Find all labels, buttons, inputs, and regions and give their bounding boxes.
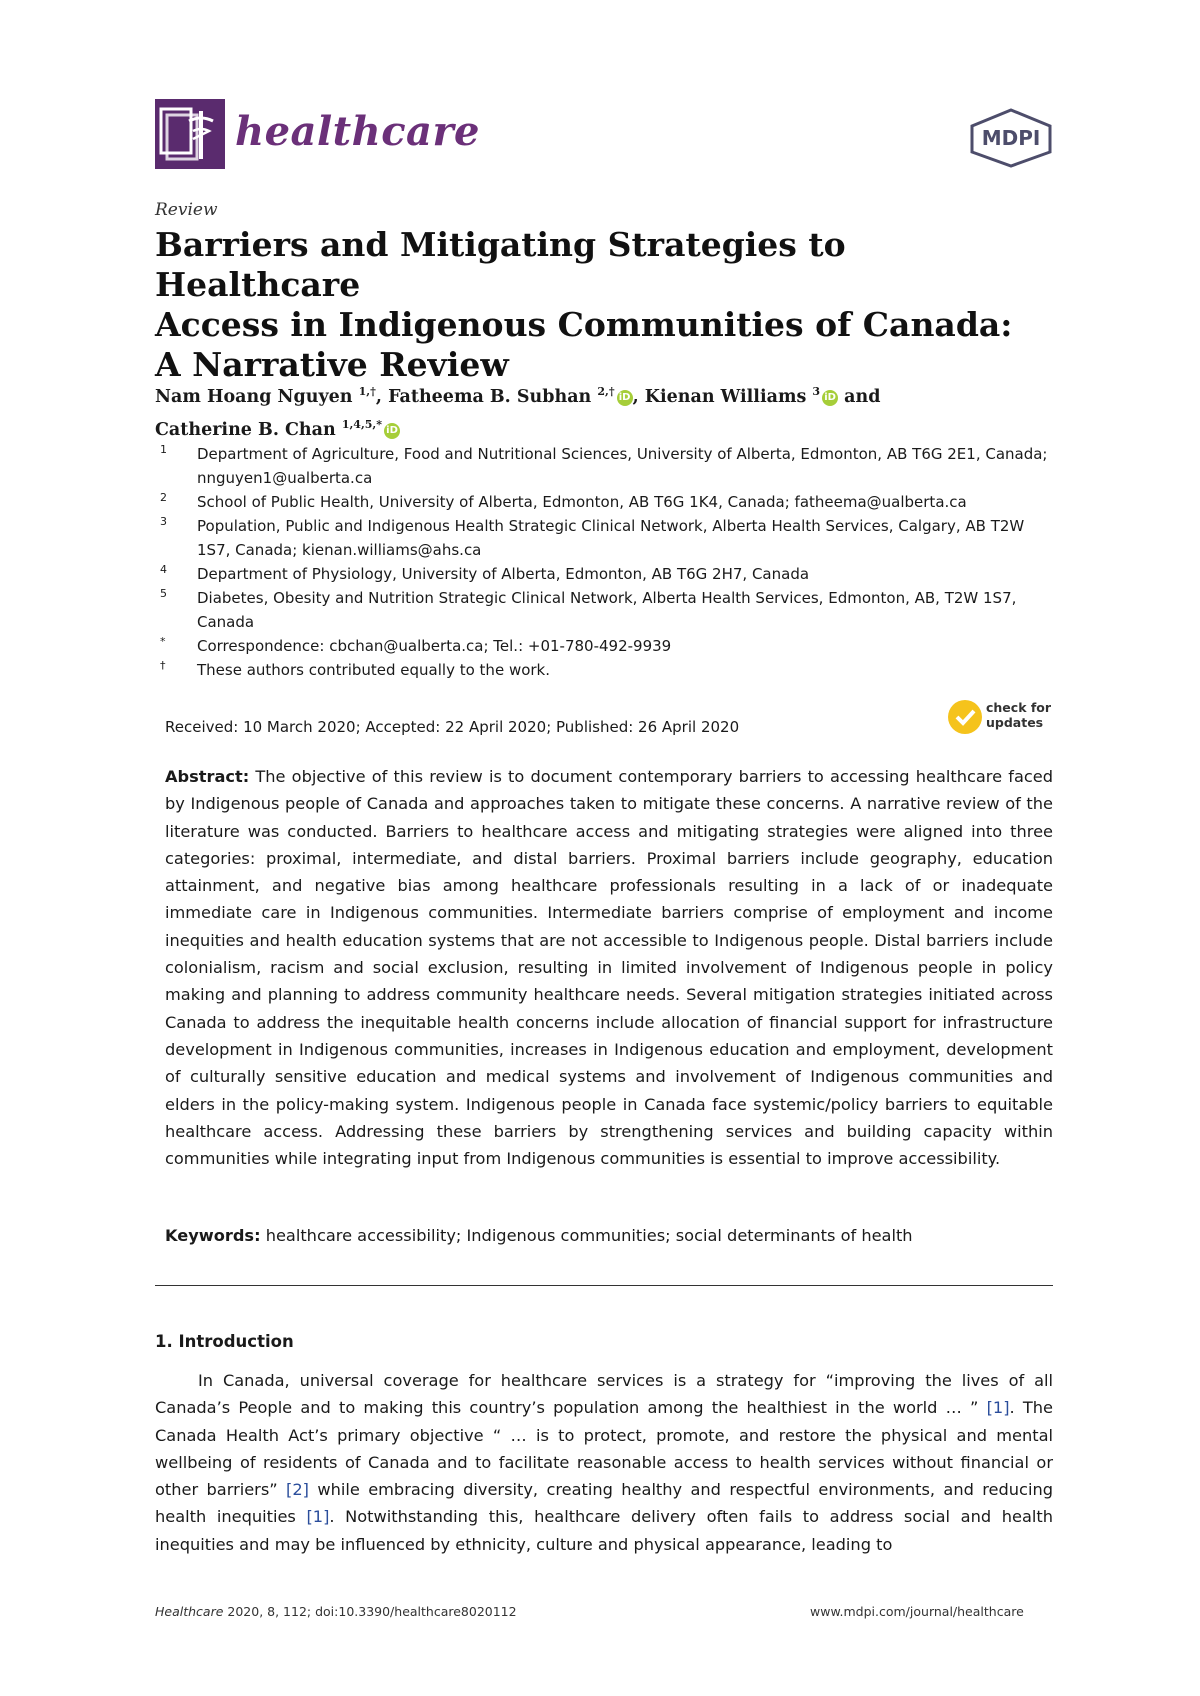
section-heading: 1. Introduction (155, 1332, 294, 1351)
affiliation-text: Diabetes, Obesity and Nutrition Strategic Clinical Network, Alberta Health Services, Edmonton, AB, T2W 1S7, Canada (197, 589, 1017, 631)
affiliation-mark: 5 (160, 587, 167, 600)
title-line-2: Access in Indigenous Communities of Canada: (155, 305, 1013, 344)
footer-url[interactable]: www.mdpi.com/journal/healthcare (810, 1604, 1024, 1619)
affiliation-text: Population, Public and Indigenous Health Strategic Clinical Network, Alberta Health Services, Calgary, AB T2W 1S7, Canada; kienan.williams@ahs.ca (197, 517, 1025, 559)
affiliation-mark: 4 (160, 563, 167, 576)
author-conjunction: and (844, 386, 881, 407)
orcid-icon[interactable]: iD (384, 423, 400, 439)
check-updates-icon (948, 700, 982, 734)
author-3-affil: 3 (812, 385, 821, 398)
affiliation-list (160, 442, 1060, 682)
affiliation-mark: 3 (160, 515, 167, 528)
affiliation-mark: † (160, 659, 166, 672)
affiliation-item (160, 442, 1060, 490)
author-2: Fatheema B. Subhan (388, 386, 592, 407)
author-4-affil: 1,4,5,* (341, 417, 383, 431)
affiliation-text: School of Public Health, University of Alberta, Edmonton, AB T6G 1K4, Canada; fatheema@ualberta.ca (197, 493, 967, 511)
orcid-icon[interactable]: iD (617, 390, 633, 406)
publication-dates: Received: 10 March 2020; Accepted: 22 April 2020; Published: 26 April 2020 (165, 718, 740, 736)
footer-journal: Healthcare (155, 1604, 224, 1619)
affiliation-item (160, 658, 1060, 682)
check-updates-label (986, 700, 1051, 730)
section-divider (155, 1285, 1053, 1286)
keywords-text: healthcare accessibility; Indigenous communities; social determinants of health (265, 1226, 913, 1245)
title-line-3: A Narrative Review (155, 345, 509, 384)
intro-paragraph (155, 1367, 1053, 1558)
article-type: Review (155, 200, 218, 220)
publisher-name: MDPI (981, 126, 1041, 150)
citation-link[interactable]: [1] (306, 1507, 330, 1527)
affiliation-item (160, 490, 1060, 514)
citation-link[interactable]: [1] (986, 1398, 1010, 1418)
orcid-icon[interactable]: iD (822, 390, 838, 406)
affiliation-text: Department of Agriculture, Food and Nutritional Sciences, University of Alberta, Edmonton, AB T6G 2E1, Canada; nnguyen1@ualberta.ca (197, 445, 1048, 487)
author-1-affil: 1,† (358, 385, 376, 398)
affiliation-item (160, 586, 1060, 634)
intro-text: . Notwithstanding this, healthcare delivery often fails to address social and health inequities and may be influenced by ethnicity, culture and physical appearance, leading to (155, 1507, 1053, 1554)
check-updates-line-1: check for (986, 700, 1052, 715)
affiliation-mark: 1 (160, 443, 167, 456)
check-updates-line-2: updates (986, 715, 1044, 730)
author-4: Catherine B. Chan (155, 419, 336, 440)
affiliation-mark: 2 (160, 491, 167, 504)
intro-text: . The Canada Health Act’s primary objective “ … is to protect, promote, and restore the physical and mental wellbeing of residents of Canada and to facilitate reasonable access to health services without financial or other barriers” (155, 1398, 1053, 1500)
author-3: Kienan Williams (644, 386, 807, 407)
intro-text: In Canada, universal coverage for healthcare services is a strategy for “improving the lives of all Canada’s People and to making this country’s population among the healthiest in the world … ” (155, 1371, 1053, 1418)
keywords-label: Keywords: (165, 1226, 261, 1245)
footer-citation-text: 2020, 8, 112; doi:10.3390/healthcare8020112 (223, 1604, 517, 1619)
journal-name: healthcare (235, 108, 480, 155)
article-title (155, 225, 1055, 385)
journal-logo (155, 99, 225, 169)
affiliation-item (160, 634, 1060, 658)
affiliation-mark: * (160, 635, 166, 648)
mdpi-logo (966, 108, 1056, 168)
citation-link[interactable]: [2] (286, 1480, 309, 1500)
affiliation-text: Correspondence: cbchan@ualberta.ca; Tel.: +01-780-492-9939 (197, 637, 672, 655)
affiliation-text: Department of Physiology, University of Alberta, Edmonton, AB T6G 2H7, Canada (197, 565, 810, 583)
abstract (165, 763, 1053, 1172)
footer-citation (155, 1604, 517, 1619)
author-2-affil: 2,† (597, 385, 615, 398)
abstract-label: Abstract: (165, 767, 250, 786)
affiliation-text: These authors contributed equally to the work. (197, 661, 551, 679)
intro-text: while embracing diversity, creating healthy and respectful environments, and reducing health inequities (155, 1480, 1053, 1527)
title-line-1: Barriers and Mitigating Strategies to Healthcare (155, 225, 846, 304)
affiliation-item (160, 562, 1060, 586)
abstract-text: The objective of this review is to document contemporary barriers to accessing healthcare faced by Indigenous people of Canada and approaches taken to mitigate these concerns. A narrative review of the literature was conducted. Barriers to healthcare access and mitigating strategies were aligned into three categories: proximal, intermediate, and distal barriers. Proximal barriers include geography, education attainment, and negative bias among healthcare professionals resulting in a lack of or inadequate immediate care in Indigenous communities. Intermediate barriers comprise of employment and income inequities and health education systems that are not accessible to Indigenous people. Distal barriers include colonialism, racism and social exclusion, resulting in limited involvement of Indigenous people in policy making and planning to address community healthcare needs. Several mitigation strategies initiated across Canada to address the inequitable health concerns include allocation of financial support for infrastructure development in Indigenous communities, increases in Indigenous education and employment, development of culturally sensitive education and medical systems and involvement of Indigenous communities and elders in the policy-making system. Indigenous people in Canada face systemic/policy barriers to equitable healthcare access. Addressing these barriers by strengthening services and building capacity within communities while integrating input from Indigenous communities is essential to improve accessibility. (165, 767, 1053, 1169)
author-list: Nam Hoang Nguyen $^{1,\dagger}$, Fatheema B. Subhan $^{2,\dagger}$ iD , Kienan Williams $^3$ iD and Catherine B. Chan $^{1,4,5,*}$ iD (155, 385, 881, 440)
affiliation-item (160, 514, 1060, 562)
author-1: Nam Hoang Nguyen (155, 386, 353, 407)
check-for-updates-badge[interactable] (948, 700, 1058, 740)
keywords (165, 1226, 1053, 1245)
